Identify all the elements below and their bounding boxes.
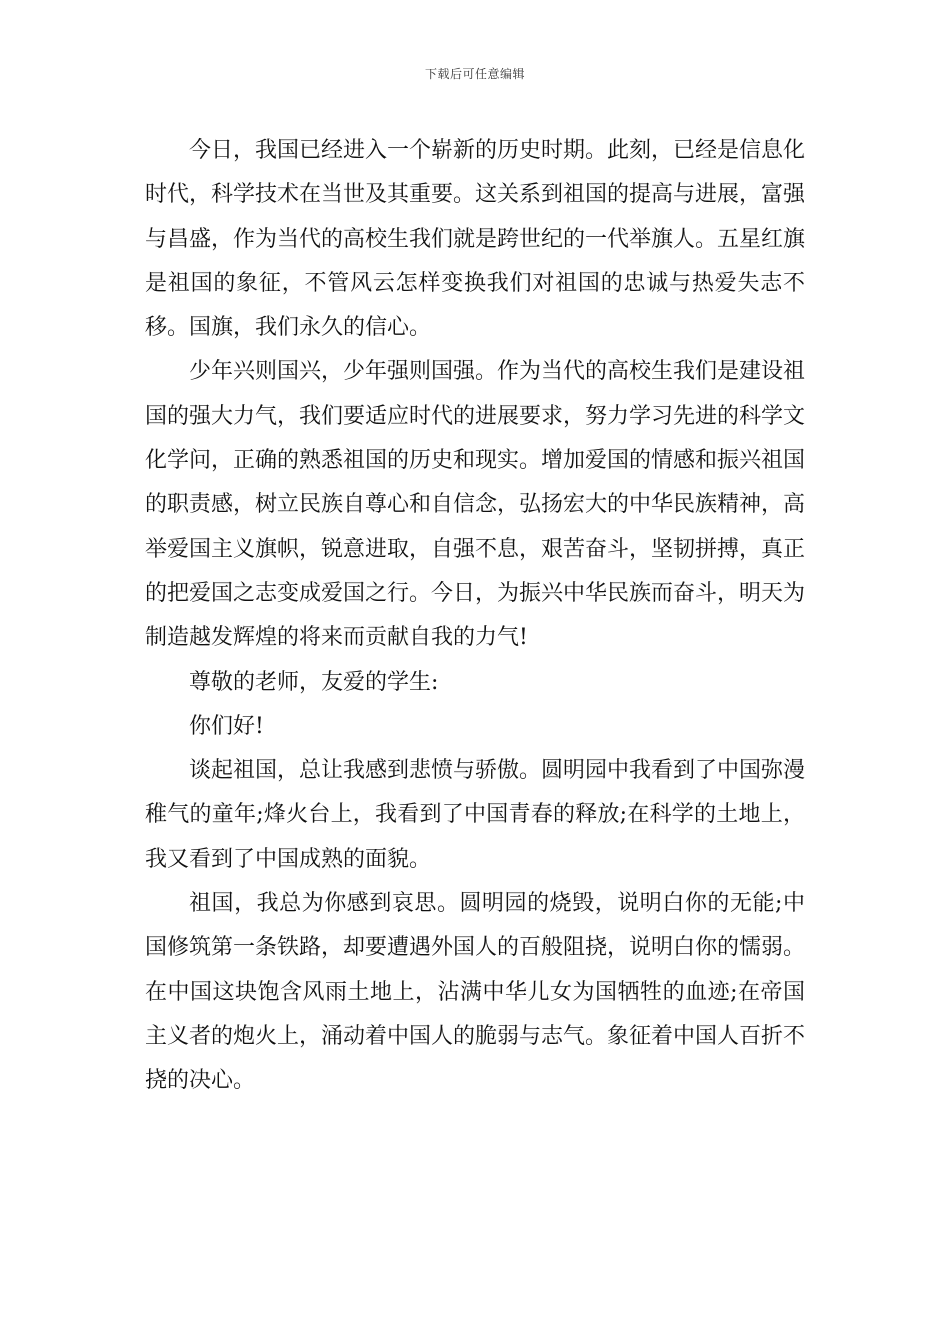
paragraph: 今日，我国已经进入一个崭新的历史时期。此刻，已经是信息化时代，科学技术在当世及其重要。这关系到祖国的提高与进展，富强与昌盛，作为当代的高校生我们就是跨世纪的一代举旗人。五星红旗是祖国的象征，不管风云怎样变换我们对祖国的忠诚与热爱失志不移。国旗，我们永久的信心。 bbox=[145, 138, 806, 341]
salutation: 尊敬的老师，友爱的学生: bbox=[189, 669, 439, 695]
paragraph: 谈起祖国，总让我感到悲愤与骄傲。圆明园中我看到了中国弥漫稚气的童年;烽火台上，我看到了中国青春的释放;在科学的土地上，我又看到了中国成熟的面貌。 bbox=[145, 758, 806, 872]
greeting: 你们好! bbox=[189, 713, 264, 739]
paragraph: 少年兴则国兴，少年强则国强。作为当代的高校生我们是建设祖国的强大力气，我们要适应时代的进展要求，努力学习先进的科学文化学问，正确的熟悉祖国的历史和现实。增加爱国的情感和振兴祖国的职责感，树立民族自尊心和自信念，弘扬宏大的中华民族精神，高举爱国主义旗帜，锐意进取，自强不息，艰苦奋斗，坚韧拼搏，真正的把爱国之志变成爱国之行。今日，为振兴中华民族而奋斗，明天为制造越发辉煌的将来而贡献自我的力气! bbox=[145, 359, 806, 651]
page-header-note: 下载后可任意编辑 bbox=[424, 67, 525, 81]
paragraph: 祖国，我总为你感到哀思。圆明园的烧毁，说明白你的无能;中国修筑第一条铁路，却要遭遇外国人的百般阻挠，说明白你的懦弱。在中国这块饱含风雨土地上，沾满中华儿女为国牺牲的血迹;在帝国主义者的炮火上，涌动着中国人的脆弱与志气。象征着中国人百折不挠的决心。 bbox=[145, 891, 806, 1094]
document-body bbox=[145, 129, 805, 1104]
